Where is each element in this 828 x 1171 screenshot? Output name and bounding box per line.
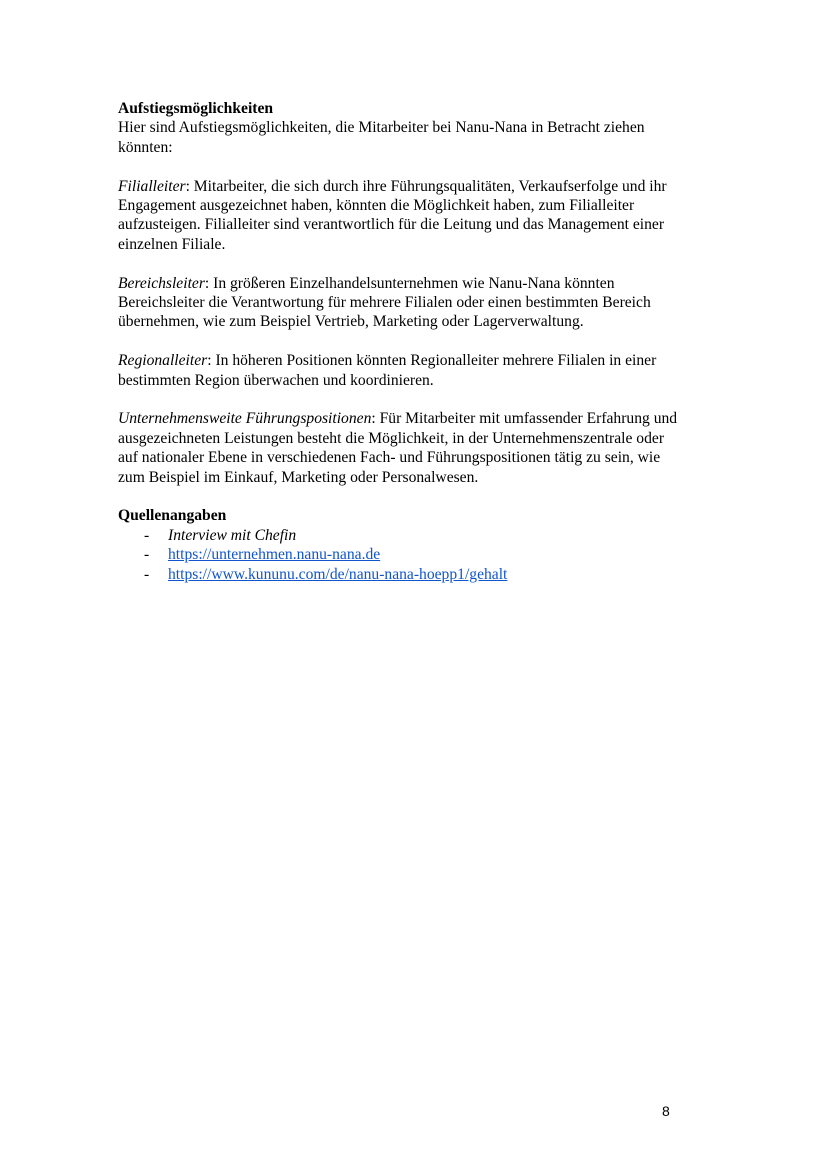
position-description: : Mitarbeiter, die sich durch ihre Führungsqualitäten, Verkaufserfolge und ihr Engagement ausgezeichnet haben, könnten die Möglichkeit haben, zum Filialleiter aufzusteigen. Filialleiter sind verantwortlich für die Leitung und das Management einer einzelnen Filiale. — [118, 177, 667, 253]
position-term: Filialleiter — [118, 177, 186, 195]
position-description: : In größeren Einzelhandelsunternehmen wie Nanu-Nana könnten Bereichsleiter die Verantwortung für mehrere Filialen oder einen bestimmten Bereich übernehmen, wie zum Beispiel Vertrieb, Marketing oder Lagerverwaltung. — [118, 274, 651, 331]
bullet-dash: - — [144, 526, 150, 544]
source-item — [118, 565, 678, 584]
position-paragraph — [118, 351, 678, 390]
sources-list — [118, 526, 678, 584]
sources-heading: Quellenangaben — [118, 507, 227, 525]
bullet-dash: - — [144, 546, 150, 564]
position-paragraph — [118, 409, 678, 487]
source-link[interactable]: https://unternehmen.nanu-nana.de — [168, 546, 381, 564]
page-number: 8 — [662, 1103, 670, 1119]
section-heading: Aufstiegsmöglichkeiten — [118, 100, 274, 117]
source-item — [118, 545, 678, 564]
source-interview: Interview mit Chefin — [168, 526, 297, 544]
source-link[interactable]: https://www.kununu.com/de/nanu-nana-hoepp1/gehalt — [168, 565, 508, 583]
page-content — [118, 99, 678, 584]
position-term: Unternehmensweite Führungspositionen — [118, 410, 372, 428]
bullet-dash: - — [144, 565, 150, 583]
source-item — [118, 526, 678, 545]
position-term: Bereichsleiter — [118, 274, 205, 292]
position-description: : Für Mitarbeiter mit umfassender Erfahrung und ausgezeichneten Leistungen besteht die Möglichkeit, in der Unternehmenszentrale oder auf nationaler Ebene in verschiedenen Fach- und Führungspositionen tätig zu sein, wie zum Beispiel im Einkauf, Marketing oder Personalwesen. — [118, 410, 678, 486]
position-paragraph — [118, 274, 678, 332]
position-term: Regionalleiter — [118, 352, 208, 370]
position-description: : In höheren Positionen könnten Regionalleiter mehrere Filialen in einer bestimmten Region überwachen und koordinieren. — [118, 352, 657, 389]
position-paragraph — [118, 177, 678, 255]
intro-paragraph: Hier sind Aufstiegsmöglichkeiten, die Mitarbeiter bei Nanu-Nana in Betracht ziehen könnten: — [118, 119, 645, 156]
